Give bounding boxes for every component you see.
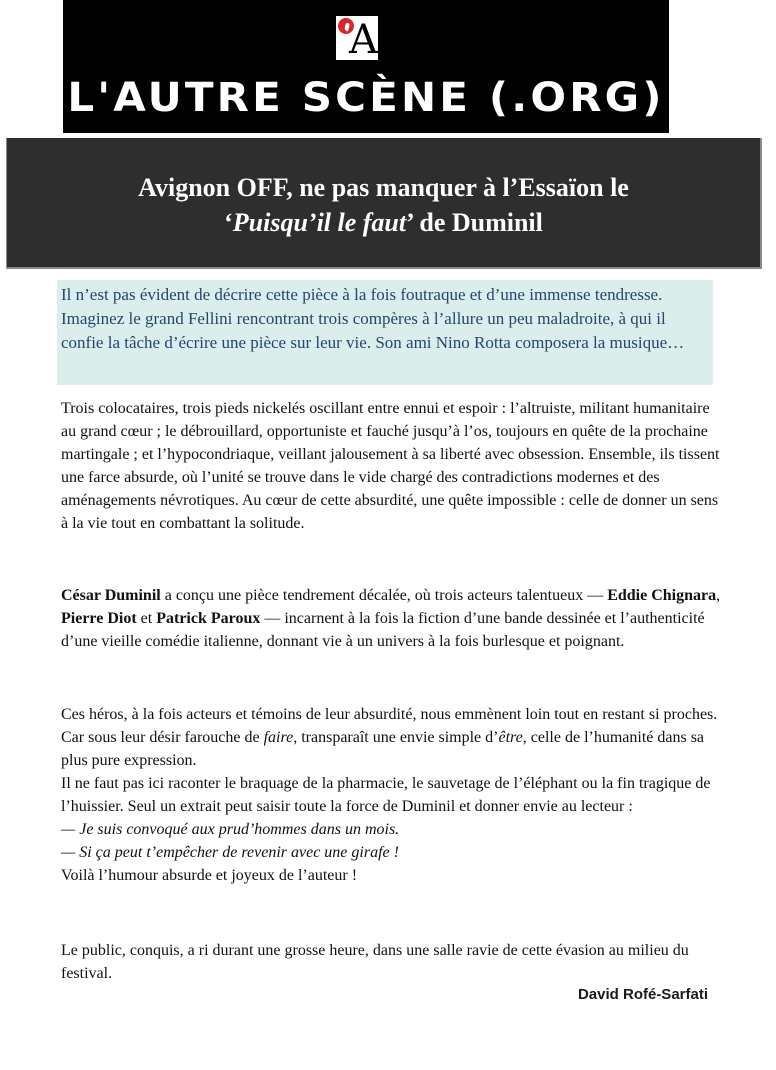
text: a conçu une pièce tendrement décalée, où trois acteurs talentueux — <box>160 587 608 604</box>
paragraph-1: Trois colocataires, trois pieds nickelés oscillant entre ennui et espoir : l’altruiste, militant humanitaire au grand cœur ; le débrouillard, opportuniste et fauché jusqu’à l’os, toujours en quête de la prochaine martingale ; et l’hypocondriaque, veillant jalousement à sa liberté avec obsession. Ensemble, ils tissent une farce absurde, où l’unité se trouve dans le vide chargé des contradictions modernes et des aménagements névrotiques. Au cœur de cette absurdité, une quête impossible : celle de donner un sens à la vie tout en combattant la solitude. <box>61 400 720 532</box>
site-logo-banner[interactable] <box>63 0 669 133</box>
text: Il ne faut pas ici raconter le braquage de la pharmacie, le sauvetage de l’éléphant ou la fin tragique de l’huissier. Seul un extrait peut saisir toute la force de Duminil et donner envie au lecteur : <box>61 775 711 815</box>
author-signature: David Rofé-Sarfati <box>577 986 708 1003</box>
paragraph-2 <box>61 584 721 653</box>
quote-line-2: — Si ça peut t’empêcher de revenir avec une girafe ! <box>61 844 399 861</box>
paragraph-3 <box>61 703 721 887</box>
title-line-1: Avignon OFF, ne pas manquer à l’Essaïon le <box>138 173 629 202</box>
text: , <box>716 587 721 604</box>
title-line-2-rest: ’ de Duminil <box>406 208 543 237</box>
logo-mark-icon <box>336 16 378 63</box>
text: Ces héros, à la fois acteurs et témoins de leur absurdité, nous emmènent loin tout en restant si proches. Car sous leur désir farouche de <box>61 706 718 746</box>
text: , celle de l’humanité dans sa plus pure expression. <box>61 729 705 769</box>
emphasis-etre: être <box>498 729 523 746</box>
actor-name: Eddie Chignara <box>607 587 717 604</box>
logo-letter: A <box>349 17 378 63</box>
article-title <box>7 170 760 240</box>
title-band <box>6 138 762 269</box>
actor-name: Pierre Diot <box>61 610 137 627</box>
article-lead: Il n’est pas évident de décrire cette pièce à la fois foutraque et d’une immense tendresse. Imaginez le grand Fellini rencontrant trois compères à l’allure un peu maladroite, à qui il confie la tâche d’écrire une pièce sur leur vie. Son ami Nino Rotta composera la musique… <box>57 280 713 385</box>
text: Voilà l’humour absurde et joyeux de l’auteur ! <box>61 867 358 884</box>
author-name: César Duminil <box>61 587 161 604</box>
text: — incarnent à la fois la fiction d’une bande dessinée et l’authenticité d’une vieille comédie italienne, donnant vie à un univers à la fois burlesque et poignant. <box>61 610 705 650</box>
title-quote-open: ‘ <box>224 208 233 237</box>
play-title: Puisqu’il le faut <box>232 208 407 237</box>
actor-name: Patrick Paroux <box>156 610 261 627</box>
paragraph-4: Le public, conquis, a ri durant une grosse heure, dans une salle ravie de cette évasion au milieu du festival. <box>61 942 689 982</box>
text: et <box>136 610 157 627</box>
text: , transparaît une envie simple d’ <box>293 729 499 746</box>
quote-line-1: — Je suis convoqué aux prud’hommes dans un mois. <box>61 821 400 838</box>
emphasis-faire: faire <box>263 729 294 746</box>
site-name: L'AUTRE SCÈNE (.ORG) <box>67 75 665 121</box>
